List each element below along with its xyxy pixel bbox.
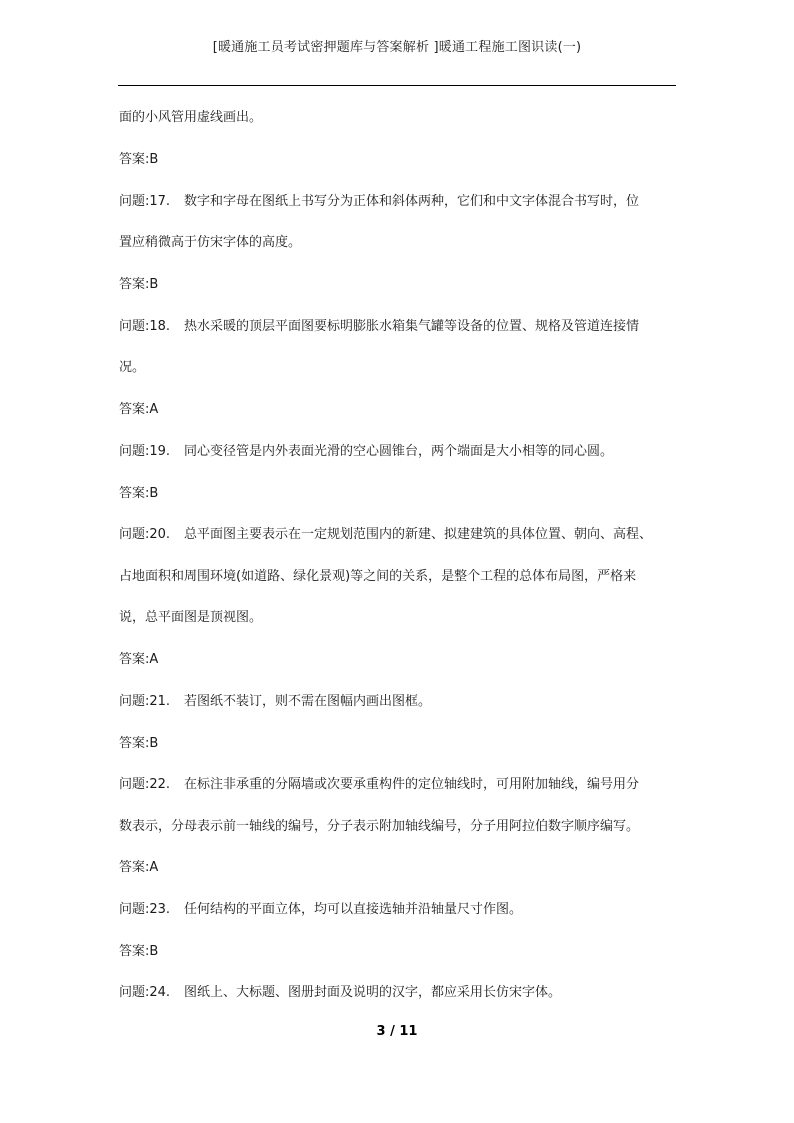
answer-text: 答案:A: [119, 860, 159, 875]
question-22-line-2: [119, 817, 639, 837]
question-number: 问题:20.: [119, 527, 171, 542]
header-title: [暖通施工员考试密押题库与答案解析 ]暖通工程施工图识读(一): [212, 40, 582, 55]
question-text: 图纸上、大标题、图册封面及说明的汉字，都应采用长仿宋字体。: [184, 985, 562, 1000]
question-text: 同心变径管是内外表面光滑的空心圆锥台，两个端面是大小相等的同心圆。: [184, 444, 614, 459]
question-number: 问题:17.: [119, 194, 171, 209]
question-number: 问题:21.: [119, 694, 171, 709]
question-24: [119, 983, 561, 1003]
question-22: [119, 775, 639, 795]
page-number: [0, 1024, 794, 1039]
question-text: 数字和字母在图纸上书写分为正体和斜体两种，它们和中文字体混合书写时，位: [184, 194, 640, 209]
question-text: 在标注非承重的分隔墙或次要承重构件的定位轴线时，可用附加轴线，编号用分: [184, 777, 640, 792]
answer-text: 答案:B: [119, 152, 159, 167]
answer-17: [119, 275, 158, 295]
question-18: [119, 317, 639, 337]
answer-23: [119, 942, 158, 962]
question-text: 总平面图主要表示在一定规划范围内的新建、拟建建筑的具体位置、朝向、高程、: [184, 527, 653, 542]
question-number: 问题:18.: [119, 319, 171, 334]
question-18-line-2: [119, 358, 145, 378]
question-19: [119, 442, 613, 462]
page-number-text: 3 / 11: [376, 1024, 418, 1039]
answer-16: [119, 150, 158, 170]
question-text: 任何结构的平面立体，均可以直接选轴并沿轴量尺寸作图。: [184, 902, 523, 917]
answer-text: 答案:B: [119, 277, 159, 292]
question-17-line-2: [119, 233, 301, 253]
question-number: 问题:19.: [119, 444, 171, 459]
answer-text: 答案:B: [119, 486, 159, 501]
question-20-line-2: [119, 567, 636, 587]
question-number: 问题:22.: [119, 777, 171, 792]
question-text: 数表示，分母表示前一轴线的编号，分子表示附加轴线编号，分子用阿拉伯数字顺序编写。: [119, 819, 640, 834]
question-text: 况。: [119, 360, 146, 375]
question-text: 若图纸不装订，则不需在图幅内画出图框。: [184, 694, 432, 709]
question-23: [119, 900, 522, 920]
question-number: 问题:23.: [119, 902, 171, 917]
answer-18: [119, 400, 158, 420]
question-17: [119, 192, 639, 212]
question-text: 占地面积和周围环境(如道路、绿化景观)等之间的关系，是整个工程的总体布局图，严格来: [119, 569, 637, 584]
question-20-line-3: [119, 608, 262, 628]
answer-text: 答案:B: [119, 736, 159, 751]
answer-text: 答案:A: [119, 652, 159, 667]
question-text: 置应稍微高于仿宋字体的高度。: [119, 235, 302, 250]
answer-22: [119, 858, 158, 878]
continuation-text: [119, 108, 262, 128]
answer-21: [119, 734, 158, 754]
question-20: [119, 525, 652, 545]
page-header: [0, 36, 794, 55]
answer-text: 答案:A: [119, 402, 159, 417]
question-number: 问题:24.: [119, 985, 171, 1000]
paragraph-text: 面的小风管用虚线画出。: [119, 110, 263, 125]
answer-19: [119, 484, 158, 504]
answer-text: 答案:B: [119, 944, 159, 959]
question-21: [119, 692, 431, 712]
question-text: 热水采暖的顶层平面图要标明膨胀水箱集气罐等设备的位置、规格及管道连接情: [184, 319, 640, 334]
answer-20: [119, 650, 158, 670]
header-divider: [118, 85, 676, 86]
question-text: 说，总平面图是顶视图。: [119, 610, 263, 625]
